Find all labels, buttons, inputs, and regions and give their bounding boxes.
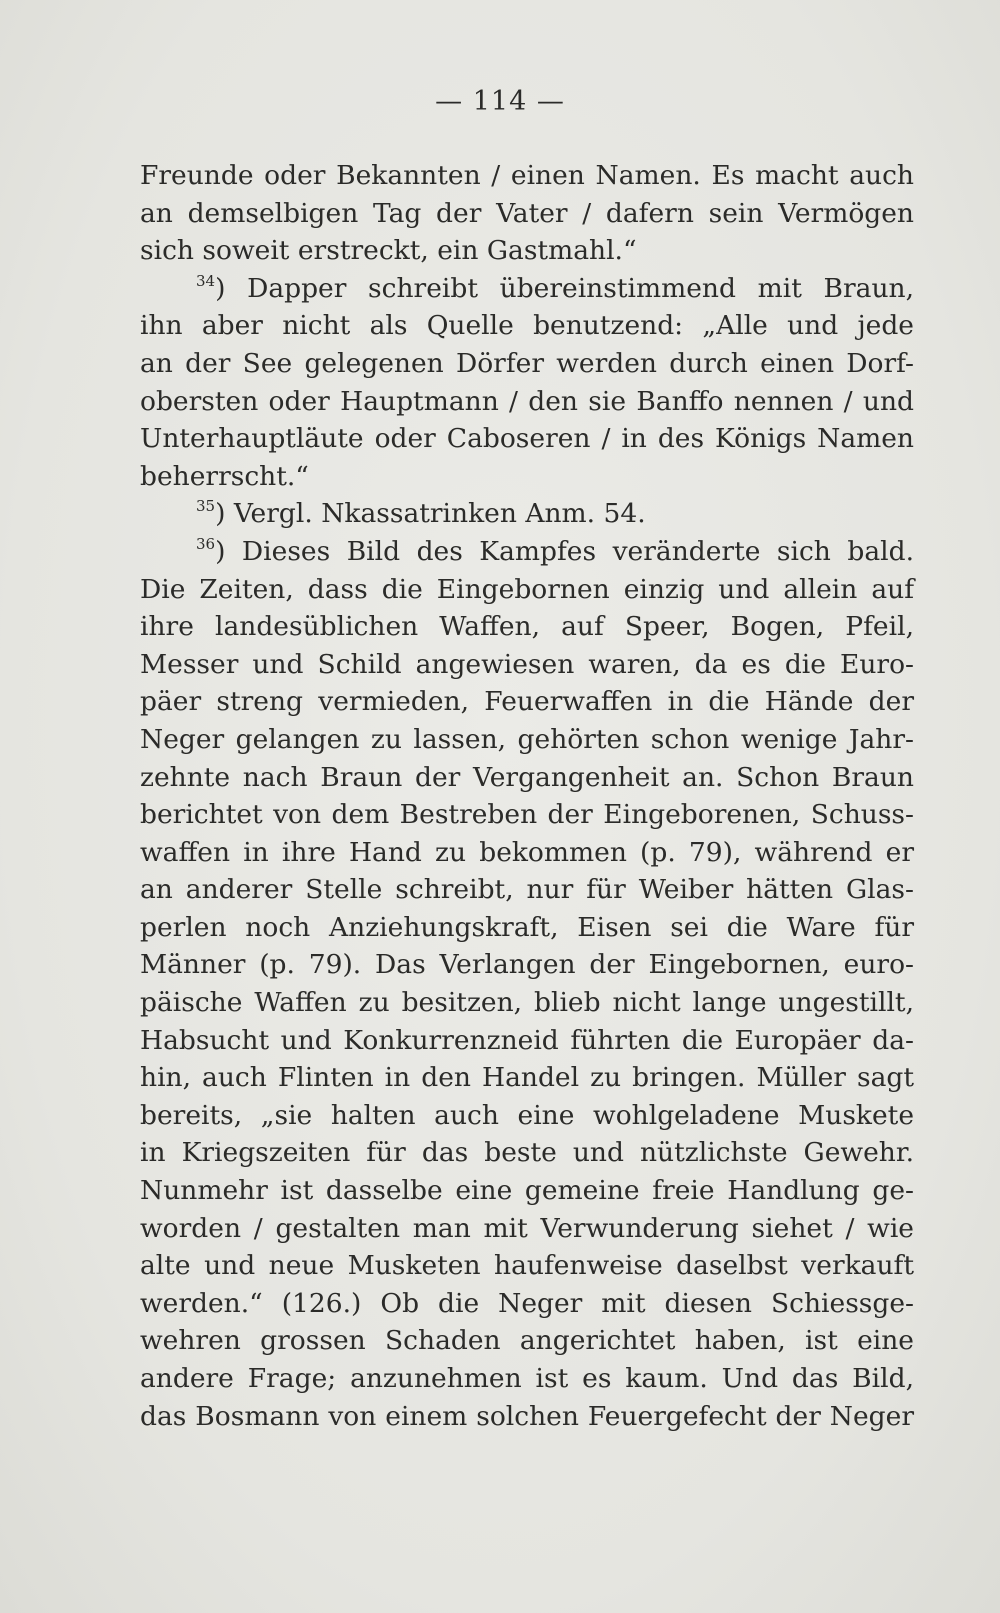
- text-line: [140, 1285, 914, 1323]
- line-text: werden.“ (126.) Ob die Neger mit diesen Schiessge-: [140, 1287, 914, 1319]
- text-line: [140, 420, 914, 458]
- line-text: wehren grossen Schaden angerichtet haben, ist eine: [140, 1325, 914, 1357]
- line-text: päer streng vermieden, Feuerwaffen in die Hände der: [140, 686, 914, 718]
- page-number: — 114 —: [435, 86, 565, 117]
- line-text: Nunmehr ist dasselbe eine gemeine freie Handlung ge-: [140, 1175, 914, 1207]
- line-text: Die Zeiten, dass die Eingebornen einzig und allein auf: [140, 573, 914, 605]
- line-text: bereits, „sie halten auch eine wohlgeladene Muskete: [140, 1099, 914, 1131]
- text-line: [140, 1398, 914, 1436]
- text-line: [140, 1059, 914, 1097]
- text-line: [140, 946, 914, 984]
- text-line: [140, 1322, 914, 1360]
- line-text: ) Dapper schreibt übereinstimmend mit Braun,: [215, 272, 914, 304]
- text-line: [140, 1134, 914, 1172]
- footnote-number: 34: [196, 271, 216, 290]
- line-text: berichtet von dem Bestreben der Eingeborenen, Schuss-: [140, 799, 914, 831]
- line-text: ) Dieses Bild des Kampfes veränderte sich bald.: [215, 535, 914, 567]
- text-line: [140, 646, 914, 684]
- line-text: perlen noch Anziehungskraft, Eisen sei die Ware für: [140, 911, 914, 943]
- text-line: [140, 1097, 914, 1135]
- text-line: [140, 1247, 914, 1285]
- line-text: an demselbigen Tag der Vater / dafern sein Vermögen: [140, 197, 914, 229]
- line-text: sich soweit erstreckt, ein Gastmahl.“: [140, 235, 637, 267]
- line-text: worden / gestalten man mit Verwunderung siehet / wie: [140, 1212, 914, 1244]
- text-line: [140, 871, 914, 909]
- footnote-number: 35: [196, 497, 216, 516]
- text-line: [140, 683, 914, 721]
- line-text: beherrscht.“: [140, 460, 309, 492]
- line-text: Neger gelangen zu lassen, gehörten schon wenige Jahr-: [140, 723, 914, 755]
- line-text: Habsucht und Konkurrenzneid führten die Europäer da-: [140, 1024, 914, 1056]
- text-line: [140, 533, 914, 571]
- text-line: [140, 721, 914, 759]
- text-line: [140, 984, 914, 1022]
- text-line: [140, 270, 914, 308]
- line-text: in Kriegszeiten für das beste und nützlichste Gewehr.: [140, 1137, 914, 1169]
- text-line: [140, 383, 914, 421]
- line-text: an anderer Stelle schreibt, nur für Weiber hätten Glas-: [140, 874, 914, 906]
- text-line: [140, 345, 914, 383]
- line-text: ) Vergl. Nkassatrinken Anm. 54.: [215, 498, 646, 530]
- line-text: Freunde oder Bekannten / einen Namen. Es macht auch: [140, 160, 914, 191]
- text-line: [140, 1172, 914, 1210]
- text-line: [140, 571, 914, 609]
- body-text: [140, 157, 914, 1435]
- line-text: ihn aber nicht als Quelle benutzend: „Alle und jede: [140, 310, 914, 342]
- line-text: zehnte nach Braun der Vergangenheit an. Schon Braun: [140, 761, 914, 793]
- line-text: ihre landesüblichen Waffen, auf Speer, Bogen, Pfeil,: [140, 611, 914, 643]
- line-text: andere Frage; anzunehmen ist es kaum. Und das Bild,: [140, 1363, 914, 1394]
- line-text: obersten oder Hauptmann / den sie Banffo nennen / und: [140, 385, 914, 417]
- text-line: [140, 608, 914, 646]
- line-text: alte und neue Musketen haufenweise daselbst verkauft: [140, 1250, 914, 1282]
- text-line: [140, 232, 914, 270]
- text-line: [140, 157, 914, 195]
- text-line: [140, 796, 914, 834]
- line-text: das Bosmann von einem solchen Feuergefecht der Neger: [140, 1400, 914, 1432]
- line-text: Unterhauptläute oder Caboseren / in des Königs Namen: [140, 423, 914, 455]
- line-text: Messer und Schild angewiesen waren, da es die Euro-: [140, 648, 914, 680]
- text-line: [140, 909, 914, 947]
- text-line: [140, 458, 914, 496]
- text-line: [140, 495, 914, 533]
- text-line: [140, 1022, 914, 1060]
- line-text: päische Waffen zu besitzen, blieb nicht lange ungestillt,: [140, 987, 914, 1019]
- line-text: Männer (p. 79). Das Verlangen der Eingebornen, euro-: [140, 949, 914, 981]
- line-text: hin, auch Flinten in den Handel zu bringen. Müller sagt: [140, 1062, 914, 1094]
- line-text: an der See gelegenen Dörfer werden durch einen Dorf-: [140, 347, 914, 379]
- footnote-number: 36: [196, 534, 216, 553]
- text-line: [140, 307, 914, 345]
- text-line: [140, 1360, 914, 1398]
- line-text: waffen in ihre Hand zu bekommen (p. 79), während er: [140, 836, 914, 868]
- text-line: [140, 834, 914, 872]
- text-line: [140, 195, 914, 233]
- text-line: [140, 759, 914, 797]
- text-line: [140, 1210, 914, 1248]
